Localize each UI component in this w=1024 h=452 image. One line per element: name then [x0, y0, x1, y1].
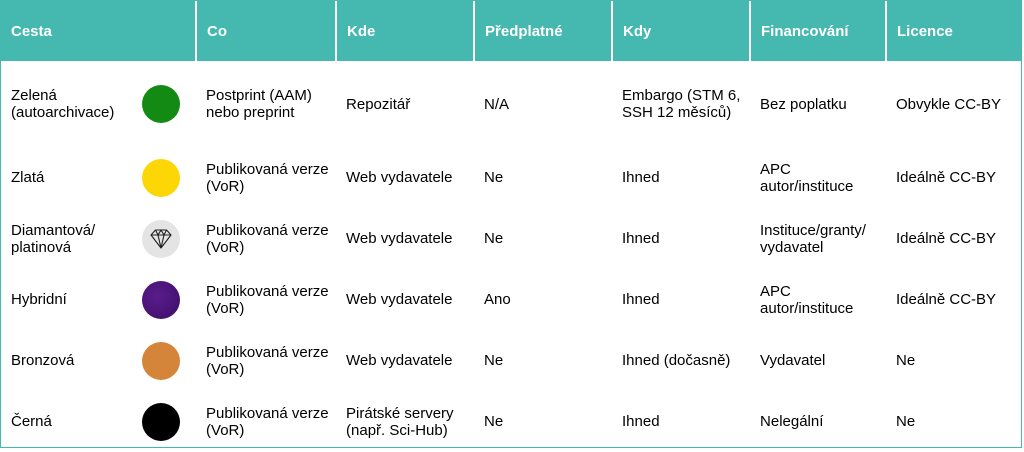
when-cell: Ihned	[622, 169, 660, 186]
what-cell: Publikovaná verze (VoR)	[206, 282, 329, 317]
green-circle-icon	[142, 85, 180, 123]
funding-cell: Instituce/granty/ vydavatel	[760, 221, 866, 256]
table-row	[1, 208, 1021, 269]
header-when: Kdy	[612, 1, 750, 61]
header-subscription: Předplatné	[474, 1, 612, 61]
table-row	[1, 269, 1021, 330]
header-where: Kde	[336, 1, 474, 61]
purple-circle-icon	[142, 281, 180, 319]
subscription-cell: Ne	[484, 352, 504, 369]
license-cell: Ideálně CC-BY	[896, 291, 997, 308]
license-cell: Ideálně CC-BY	[896, 169, 997, 186]
bronze-circle-icon	[142, 342, 180, 380]
when-cell: Ihned	[622, 230, 660, 247]
table-row	[1, 391, 1021, 452]
where-cell: Web vydavatele	[346, 169, 453, 186]
when-cell: Embargo (STM 6, SSH 12 měsíců)	[622, 87, 741, 121]
funding-cell: Bez poplatku	[760, 95, 847, 113]
where-cell: Pirátské servery (např. Sci-Hub)	[346, 404, 454, 439]
when-cell: Ihned (dočasně)	[622, 352, 731, 369]
table-row	[1, 147, 1021, 208]
table-row	[1, 330, 1021, 391]
header-route: Cesta	[1, 1, 196, 61]
when-cell: Ihned	[622, 291, 660, 308]
when-cell: Ihned	[622, 413, 660, 430]
funding-cell: APC autor/instituce	[760, 160, 854, 195]
route-cell: Zelená (autoarchivace)	[11, 87, 115, 121]
license-cell: Obvykle CC-BY	[896, 95, 1002, 113]
route-cell: Zlatá	[11, 169, 45, 186]
license-cell: Ideálně CC-BY	[896, 230, 997, 247]
route-cell: Bronzová	[11, 352, 75, 369]
header-funding: Financování	[750, 1, 886, 61]
license-cell: Ne	[896, 352, 916, 369]
route-cell: Hybridní	[11, 291, 67, 308]
route-cell: Diamantová/ platinová	[11, 221, 96, 256]
what-cell: Publikovaná verze (VoR)	[206, 221, 329, 256]
where-cell: Web vydavatele	[346, 291, 453, 308]
open-access-routes-table	[1, 1, 1021, 452]
where-cell: Web vydavatele	[346, 352, 453, 369]
what-cell: Publikovaná verze (VoR)	[206, 404, 329, 439]
table-row	[1, 61, 1021, 147]
what-cell: Publikovaná verze (VoR)	[206, 343, 329, 378]
subscription-cell: Ne	[484, 169, 504, 186]
route-cell: Černá	[11, 413, 52, 430]
where-cell: Web vydavatele	[346, 230, 453, 247]
header-license: Licence	[886, 1, 1021, 61]
what-cell: Publikovaná verze (VoR)	[206, 160, 329, 195]
subscription-cell: Ne	[484, 230, 504, 247]
license-cell: Ne	[896, 413, 916, 430]
subscription-cell: N/A	[484, 95, 510, 113]
what-cell: Postprint (AAM) nebo preprint	[206, 87, 312, 121]
header-row	[1, 1, 1021, 61]
black-circle-icon	[142, 403, 180, 441]
header-what: Co	[196, 1, 336, 61]
where-cell: Repozitář	[346, 95, 411, 113]
subscription-cell: Ano	[484, 291, 511, 308]
funding-cell: Nelegální	[760, 413, 824, 430]
funding-cell: APC autor/instituce	[760, 282, 854, 317]
subscription-cell: Ne	[484, 413, 504, 430]
gold-circle-icon	[142, 159, 180, 197]
diamond-icon	[142, 220, 180, 258]
funding-cell: Vydavatel	[760, 352, 826, 369]
